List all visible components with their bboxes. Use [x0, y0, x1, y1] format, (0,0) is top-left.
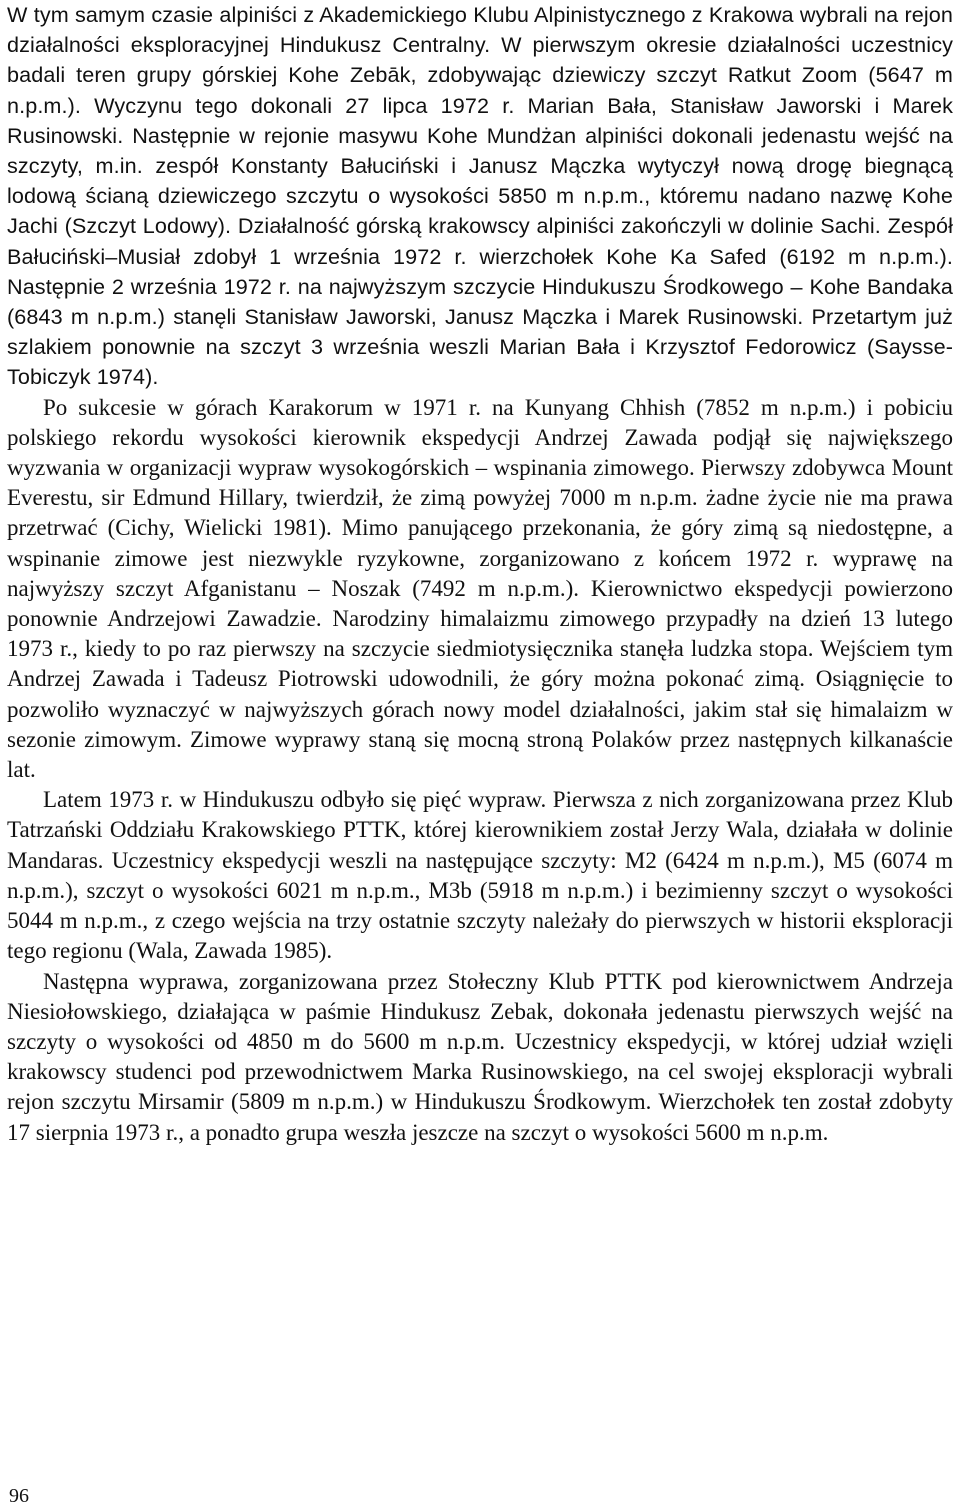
- paragraph-1: W tym samym czasie alpiniści z Akademickiego Klubu Alpinistycznego z Krakowa wybrali na rejon działalności eksploracyjnej Hindukusz Centralny. W pierwszym okresie działalności uczestnicy badali teren grupy górskiej Kohe Zebāk, zdobywając dziewiczy szczyt Ratkut Zoom (5647 m n.p.m.). Wyczynu tego dokonali 27 lipca 1972 r. Marian Bała, Stanisław Jaworski i Marek Rusinowski. Następnie w rejonie masywu Kohe Mundżan alpiniści dokonali jedenastu wejść na szczyty, m.in. zespół Konstanty Bałuciński i Janusz Mączka wytyczył nową drogę biegnącą lodową ścianą dziewiczego szczytu o wysokości 5850 m n.p.m., któremu nadano nazwę Kohe Jachi (Szczyt Lodowy). Działalność górską krakowscy alpiniści zakończyli w dolinie Sachi. Zespół Bałuciński–Musiał zdobył 1 września 1972 r. wierzchołek Kohe Ka Safed (6192 m n.p.m.). Następnie 2 września 1972 r. na najwyższym szczycie Hindukuszu Środkowego – Kohe Bandaka (6843 m n.p.m.) stanęli Stanisław Jaworski, Janusz Mączka i Marek Rusinowski. Przetartym już szlakiem ponownie na szczyt 3 września weszli Marian Bała i Krzysztof Fedorowicz (Saysse-Tobiczyk 1974).: [7, 2, 953, 390]
- paragraph-2: Po sukcesie w górach Karakorum w 1971 r. na Kunyang Chhish (7852 m n.p.m.) i pobiciu polskiego rekordu wysokości kierownik ekspedycji Andrzej Zawada podjął się największego wyzwania w organizacji wypraw wysokogórskich – wspinania zimowego. Pierwszy zdobywca Mount Everestu, sir Edmund Hillary, twierdził, że zimą powyżej 7000 m n.p.m. żadne życie nie ma prawa przetrwać (Cichy, Wielicki 1981). Mimo panującego przekonania, że góry zimą są niedostępne, a wspinanie zimowe jest niezwykle ryzykowne, zorganizowano z końcem 1972 r. wyprawę na najwyższy szczyt Afganistanu – Noszak (7492 m n.p.m.). Kierownictwo ekspedycji powierzono ponownie Andrzejowi Zawadzie. Narodziny himalaizmu zimowego przypadły na dzień 13 lutego 1973 r., kiedy to po raz pierwszy na szczycie siedmiotysięcznika stanęła ludzka stopa. Wejściem tym Andrzej Zawada i Tadeusz Piotrowski udowodnili, że góry można pokonać zimą. Osiągnięcie to pozwoliło wyznaczyć w najwyższych górach nowy model działalności, jakim stał się himalaizm w sezonie zimowym. Zimowe wyprawy staną się mocną stroną Polaków przez następnych kilkanaście lat.: [7, 394, 953, 783]
- document-page: [7, 0, 953, 1148]
- paragraph-4: Następna wyprawa, zorganizowana przez Stołeczny Klub PTTK pod kierownictwem Andrzeja Niesiołowskiego, działająca w paśmie Hindukusz Zebak, dokonała jedenastu pierwszych wejść na szczyty o wysokości od 4850 m do 5600 m n.p.m. Uczestnicy ekspedycji, w której udział wzięli krakowscy studenci pod przewodnictwem Marka Rusinowskiego, na cel swojej eksploracji wybrali rejon szczytu Mirsamir (5809 m n.p.m.) w Hindukuszu Środkowym. Wierzchołek ten został zdobyty 17 sierpnia 1973 r., a ponadto grupa weszła jeszcze na szczyt o wysokości 5600 m n.p.m.: [7, 968, 953, 1145]
- paragraph-3: Latem 1973 r. w Hindukuszu odbyło się pięć wypraw. Pierwsza z nich zorganizowana przez Klub Tatrzański Oddziału Krakowskiego PTTK, której kierownikiem został Jerzy Wala, działała w dolinie Mandaras. Uczestnicy ekspedycji weszli na następujące szczyty: M2 (6424 m n.p.m.), M5 (6074 m n.p.m.), szczyt o wysokości 6021 m n.p.m., M3b (5918 m n.p.m.) i bezimienny szczyt o wysokości 5044 m n.p.m., z czego wejścia na trzy ostatnie szczyty należały do pierwszych w historii eksploracji tego regionu (Wala, Zawada 1985).: [7, 787, 953, 964]
- page-number: 96: [9, 1485, 29, 1507]
